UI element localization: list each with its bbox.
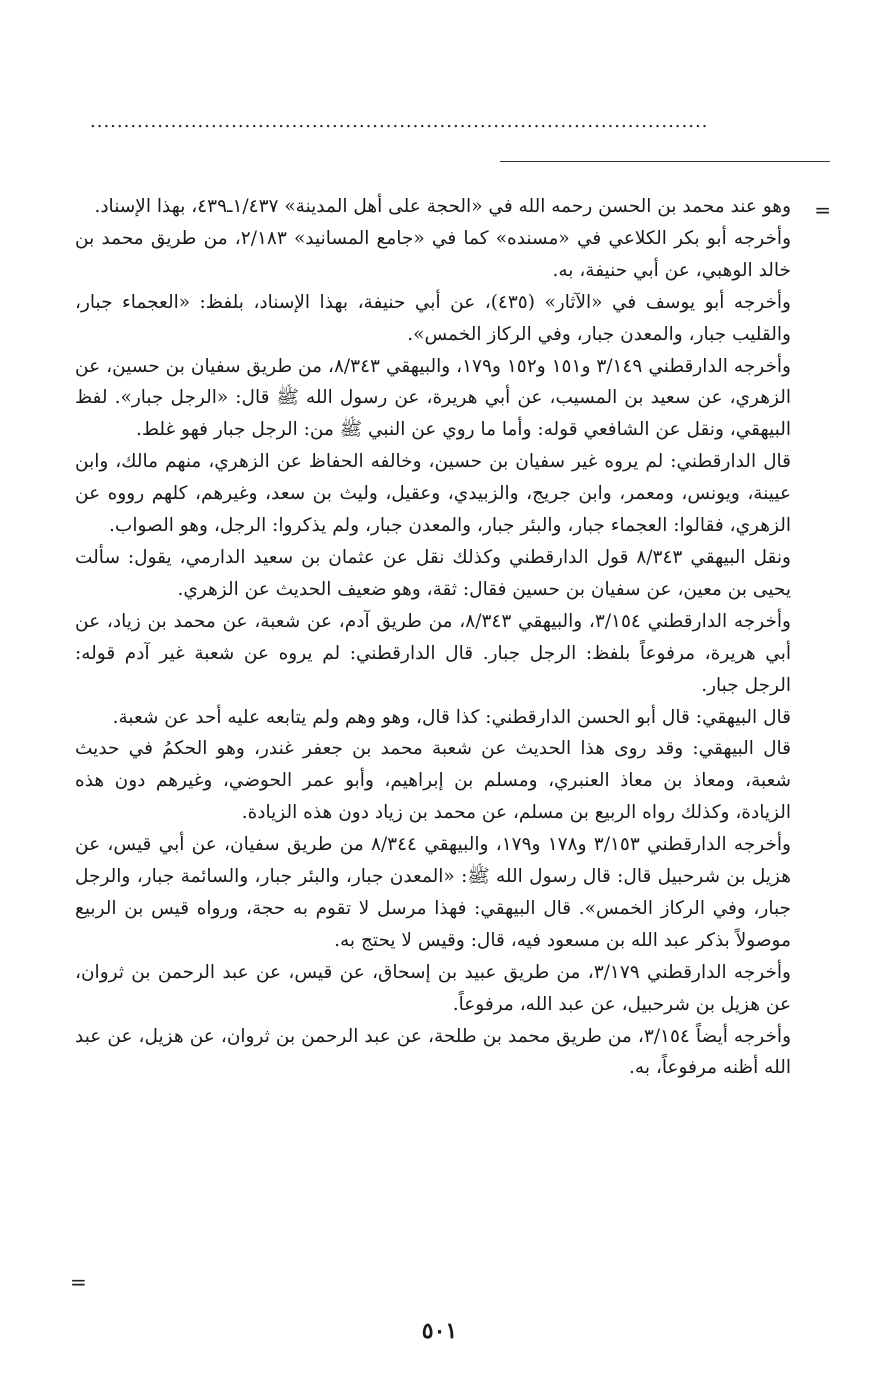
footnote-paragraph: وأخرجه الدارقطني ٣/١٥٤، والبيهقي ٨/٣٤٣، من طريق آدم، عن شعبة، عن محمد بن زياد، عن أبي هريرة، مرفوعاً بلفظ: الرجل جبار. قال الدارقطني: لم يروه عن شعبة غير آدم قوله: الرجل جبار. [75,610,791,696]
footnote-paragraph: وأخرجه الدارقطني ٣/١٤٩ و١٥١ و١٥٢ و١٧٩، والبيهقي ٨/٣٤٣، من طريق سفيان بن حسين، عن الزهري، عن سعيد بن المسيب، عن أبي هريرة، عن رسول الله ﷺ قال: «الرجل جبار». لفظ البيهقي، ونقل عن الشافعي قوله: وأما ما روي عن النبي ﷺ من: الرجل جبار فهو غلط. [75,355,791,441]
footnote-paragraph: وأخرجه أيضاً ٣/١٥٤، من طريق محمد بن طلحة، عن عبد الرحمن بن ثروان، عن هزيل، عن عبد الله أظنه مرفوعاً، به. [75,1025,791,1079]
footnote-paragraph: وأخرجه الدارقطني ٣/١٧٩، من طريق عبيد بن إسحاق، عن قيس، عن عبد الرحمن بن ثروان، عن هزيل بن شرحبيل، عن عبد الله، مرفوعاً. [75,961,791,1015]
footnote-body [75,191,791,1084]
continuation-mark-bottom: = [70,1270,87,1294]
footnote-paragraph: قال البيهقي: وقد روى هذا الحديث عن شعبة محمد بن جعفر غندر، وهو الحكمُ في حديث شعبة، ومعاذ بن معاذ العنبري، ومسلم بن إبراهيم، وأبو عمر الحوضي، وغيرهم دون هذه الزيادة، وكذلك رواه الربيع بن مسلم، عن محمد بن زياد دون هذه الزيادة. [75,738,791,824]
continuation-mark-top: = [814,198,831,222]
footnote-paragraph: وهو عند محمد بن الحسن رحمه الله في «الحجة على أهل المدينة» ١/٤٣٧ـ٤٣٩، بهذا الإسناد. [94,196,791,217]
footnote-paragraph: وأخرجه أبو بكر الكلاعي في «مسنده» كما في «جامع المسانيد» ٢/١٨٣، من طريق محمد بن خالد الوهبي، عن أبي حنيفة، به. [75,227,791,281]
footnote-rule [500,161,830,162]
footnote-paragraph: قال الدارقطني: لم يروه غير سفيان بن حسين، وخالفه الحفاظ عن الزهري، منهم مالك، وابن عيينة، ويونس، ومعمر، وابن جريج، والزبيدي، وعقيل، وليث بن سعد، وغيرهم، كلهم رووه عن الزهري، فقالوا: العجماء جبار، والبئر جبار، والمعدن جبار، ولم يذكروا: الرجل، وهو الصواب. [75,451,791,537]
footnote-paragraph: ونقل البيهقي ٨/٣٤٣ قول الدارقطني وكذلك نقل عن عثمان بن سعيد الدارمي، يقول: سألت يحيى بن معين، عن سفيان بن حسين فقال: ثقة، وهو ضعيف الحديث عن الزهري. [75,546,791,600]
footnote-paragraph: وأخرجه الدارقطني ٣/١٥٣ و١٧٨ و١٧٩، والبيهقي ٨/٣٤٤ من طريق سفيان، عن أبي قيس، عن هزيل بن شرحبيل قال: قال رسول الله ﷺ: «المعدن جبار، والبئر جبار، والسائمة جبار، والرجل جبار، وفي الركاز الخمس». قال البيهقي: فهذا مرسل لا تقوم به حجة، ورواه قيس بن الربيع موصولاً بذكر عبد الله بن مسعود فيه، قال: وقيس لا يحتج به. [75,834,791,951]
footnote-paragraph: وأخرجه أبو يوسف في «الآثار» (٤٣٥)، عن أبي حنيفة، بهذا الإسناد، بلفظ: «العجماء جبار، والقليب جبار، والمعدن جبار، وفي الركاز الخمس». [75,291,791,345]
page-number: ٥٠١ [421,1318,458,1344]
footnote-separator-dots: ............................................................................................ [90,112,709,132]
footnote-paragraph: قال البيهقي: قال أبو الحسن الدارقطني: كذا قال، وهو وهم ولم يتابعه عليه أحد عن شعبة. [112,706,791,728]
